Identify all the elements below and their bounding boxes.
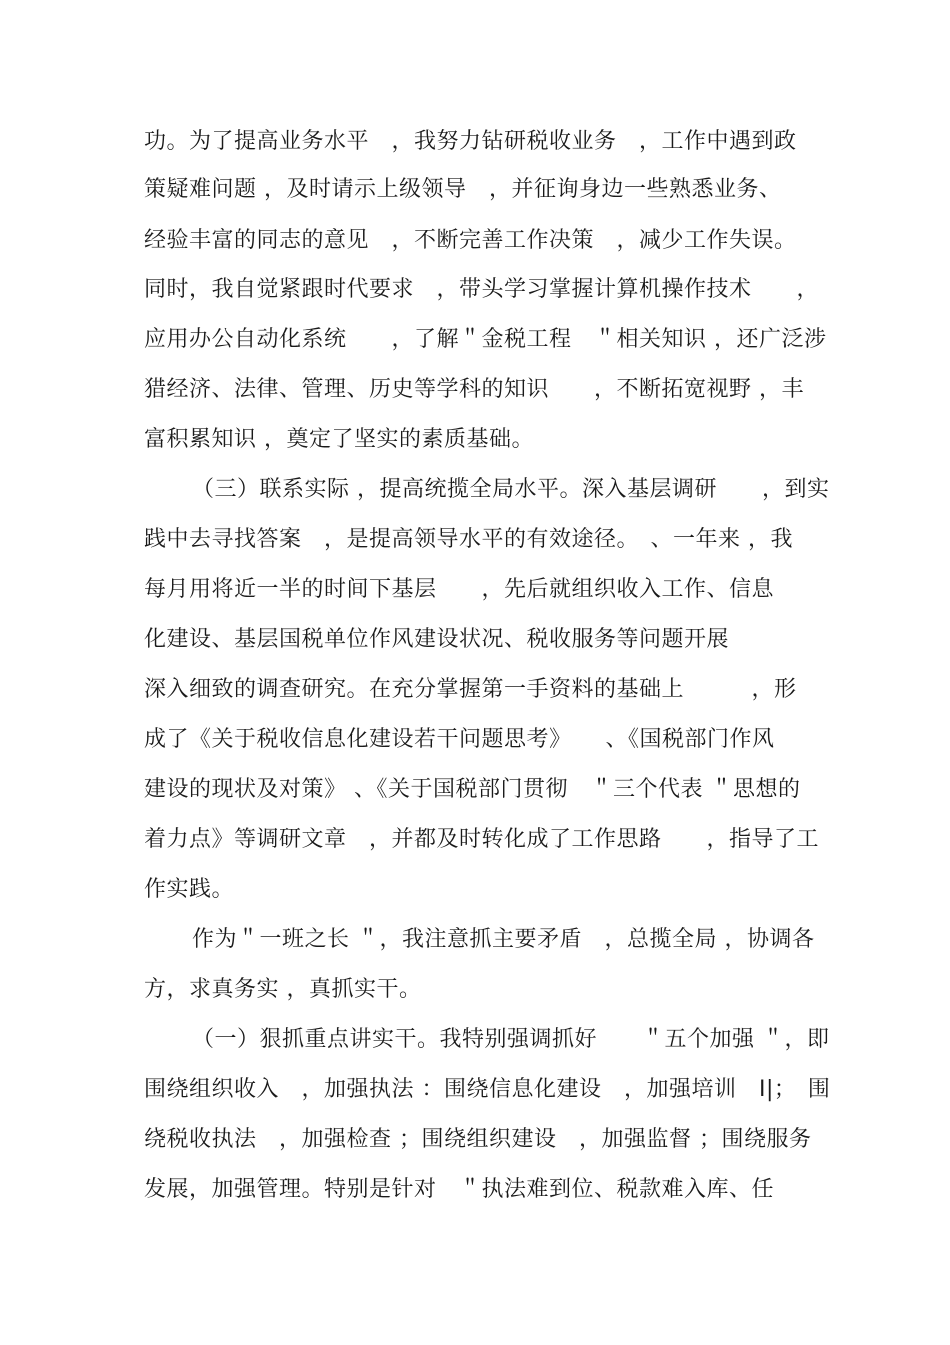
text-line: 成了《关于税收信息化建设若干问题思考》 、《国税部门作风 [144,727,775,752]
text-line: 化建设、基层国税单位作风建设状况、税收服务等问题开展 [144,627,730,652]
text-line: 策疑难问题 ，及时请示上级领导 ，并征询身边一些熟悉业务、 [144,177,782,202]
text-line: 作实践。 [144,877,235,902]
paragraph-heading-line: （三）联系实际 ，提高统揽全局水平。深入基层调研 ，到实 [192,477,830,502]
text-line: 践中去寻找答案 ，是提高领导水平的有效途径。 、一年来 ，我 [144,527,793,552]
paragraph-first-line: 作为＂一班之长 ＂，我注意抓主要矛盾 ，总揽全局 ，协调各 [192,927,815,952]
text-line: 功。为了提高业务水平 ，我努力钻研税收业务 ，工作中遇到政 [144,129,797,154]
text-line: 围绕组织收入 ，加强执法 ：围绕信息化建设 ，加强培训 I|； 围 [144,1077,831,1102]
text-line: 经验丰富的同志的意见 ，不断完善工作决策 ，减少工作失误。 [144,228,797,253]
text-line: 富积累知识 ，奠定了坚实的素质基础。 [144,427,534,452]
text-line: 猎经济、法律、管理、历史等学科的知识 ，不断拓宽视野 ，丰 [144,377,804,402]
text-line: 着力点》等调研文章 ，并都及时转化成了工作思路 ，指导了工 [144,827,820,852]
text-line: 方，求真务实 ，真抓实干。 [144,977,422,1002]
text-line: 同时，我自觉紧跟时代要求 ，带头学习掌握计算机操作技术 ， [144,277,820,302]
text-line: 每月用将近一半的时间下基层 ，先后就组织收入工作、信息 [144,577,775,602]
text-line: 发展，加强管理。特别是针对 ＂执法难到位、税款难入库、任 [144,1177,775,1202]
text-line: 深入细致的调查研究。在充分掌握第一手资料的基础上 ，形 [144,677,797,702]
text-line: 建设的现状及对策》 、《关于国税部门贯彻 ＂三个代表 ＂思想的 [144,777,801,802]
text-line: 绕税收执法 ，加强检查 ；围绕组织建设 ，加强监督 ；围绕服务 [144,1127,812,1152]
text-line: 应用办公自动化系统 ，了解＂金税工程 ＂相关知识 ，还广泛涉 [144,327,827,352]
paragraph-heading-line: （一）狠抓重点讲实干。我特别强调抓好 ＂五个加强 ＂，即 [192,1027,830,1052]
